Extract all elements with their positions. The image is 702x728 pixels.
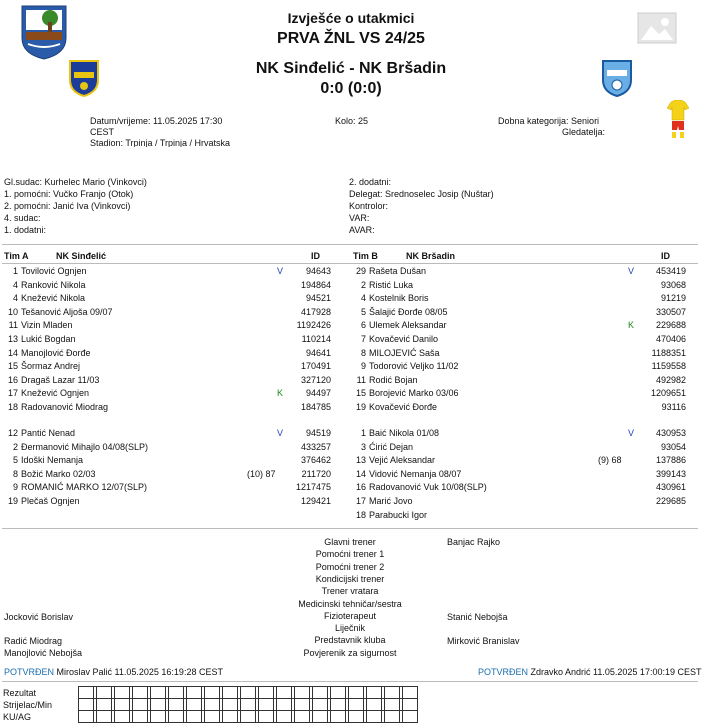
player-name: Pantić Nenad	[21, 428, 76, 438]
player-number: 11	[8, 320, 18, 331]
stats-row-label: KU/AG	[3, 711, 32, 722]
stats-cell	[295, 699, 310, 711]
player-mark: V	[277, 266, 284, 276]
stats-cell	[187, 711, 202, 723]
stats-cell	[205, 711, 220, 723]
player-row	[0, 495, 80, 508]
player-name: Plečaš Ognjen	[21, 496, 80, 506]
player-row	[0, 333, 76, 346]
stats-cell	[349, 687, 364, 699]
official-line: Delegat: Srednoselec Josip (Nuštar)	[349, 189, 494, 199]
player-number: 11	[356, 374, 366, 385]
player-id: 93054	[660, 441, 686, 452]
stats-cell	[79, 687, 94, 699]
player-id: 492982	[655, 374, 686, 385]
stats-cell	[223, 711, 238, 723]
player-name: Radovanović Miodrag	[21, 402, 109, 412]
stats-cell	[241, 699, 256, 711]
player-name: Ranković Nikola	[21, 279, 86, 290]
stats-cell	[295, 711, 310, 723]
player-name: Ristić Luka	[369, 279, 414, 290]
match-timezone: CEST	[90, 127, 115, 137]
player-id: 376462	[300, 455, 331, 466]
staff-role-label: Predstavnik kluba	[314, 635, 386, 646]
player-row	[0, 454, 83, 467]
confirmed-label-b: POTVRĐEN	[478, 667, 529, 677]
stats-cell	[169, 687, 184, 699]
official-line: 1. dodatni:	[4, 225, 47, 235]
player-number: 4	[12, 279, 18, 290]
player-number: 10	[7, 306, 18, 317]
player-id: 129421	[300, 496, 331, 506]
player-row	[0, 441, 148, 454]
stats-cell	[223, 699, 238, 711]
player-number: 15	[355, 388, 366, 399]
player-id: 229685	[655, 496, 686, 506]
player-id: 93116	[661, 402, 686, 412]
player-number: 8	[12, 468, 18, 479]
match-datetime: Datum/vrijeme: 11.05.2025 17:30	[90, 116, 223, 126]
player-name: Vidović Nemanja 08/07	[369, 468, 462, 479]
player-row	[348, 401, 437, 414]
player-row	[0, 306, 113, 319]
player-name: Vejić Aleksandar	[369, 455, 436, 466]
stats-cell	[79, 699, 94, 711]
match-round: Kolo: 25	[335, 116, 369, 126]
official-line: Kontrolor:	[349, 201, 389, 211]
player-mark: V	[628, 428, 635, 438]
player-mark: K	[277, 388, 284, 399]
player-number: 14	[7, 347, 18, 358]
player-name: Parabucki Igor	[369, 509, 428, 520]
match-stadium: Stadion: Trpinja / Trpinja / Hrvatska	[90, 138, 231, 147]
player-number: 5	[12, 455, 18, 466]
stats-cell	[187, 699, 202, 711]
player-id: 94497	[305, 388, 331, 399]
player-row	[348, 374, 418, 387]
player-name: Vizin Mladen	[21, 320, 73, 331]
player-number: 2	[12, 441, 18, 452]
player-row	[348, 468, 461, 481]
team-b-id-header: ID	[661, 251, 670, 261]
player-name: Radovanović Vuk 10/08(SLP)	[369, 482, 487, 493]
player-id: 399143	[655, 468, 686, 479]
player-number: 2	[360, 279, 366, 290]
match-title: NK Sinđelić - NK Bršadin	[255, 60, 447, 77]
player-row	[348, 441, 413, 454]
player-row	[0, 279, 86, 292]
player-row	[348, 454, 435, 467]
stats-cell	[331, 699, 346, 711]
player-name: Manojlović Đorđe	[21, 347, 91, 358]
stats-cell	[133, 711, 148, 723]
player-number: 7	[360, 334, 366, 344]
player-mark: (9) 68	[598, 455, 622, 466]
player-id: 94641	[305, 347, 331, 358]
player-row	[0, 360, 80, 373]
official-line: 4. sudac:	[4, 213, 41, 223]
player-name: Božić Marko 02/03	[21, 468, 96, 479]
stats-cell	[367, 687, 382, 699]
staff-role-label: Fizioterapeut	[323, 610, 377, 621]
player-id: 417928	[300, 306, 331, 317]
player-number: 16	[355, 482, 366, 493]
team-a-id-header: ID	[311, 251, 320, 261]
player-row	[0, 427, 75, 440]
stats-cell	[277, 687, 292, 699]
player-mark: K	[628, 320, 635, 331]
player-row	[348, 333, 438, 346]
player-id: 137886	[655, 455, 686, 466]
stats-cell	[205, 687, 220, 699]
player-number: 14	[355, 468, 366, 479]
official-line: 1. pomoćni: Vučko Franjo (Otok)	[4, 189, 134, 199]
staff-role-label: Kondicijski trener	[315, 573, 385, 584]
divider	[2, 528, 698, 529]
player-name: Knežević Nikola	[21, 293, 86, 304]
player-name: Tešanović Aljoša 09/07	[21, 306, 113, 317]
player-name: Šormaz Andrej	[21, 361, 81, 372]
player-id: 1188351	[651, 347, 686, 358]
player-row	[0, 347, 91, 360]
team-a-name: NK Sinđelić	[56, 251, 107, 261]
player-row	[348, 306, 448, 319]
player-row	[0, 468, 96, 481]
player-mark: V	[277, 428, 284, 438]
player-name: Knežević Ognjen	[21, 388, 90, 399]
player-id: 194864	[300, 279, 331, 290]
staff-head-coach-b: Banjac Rajko	[447, 537, 501, 547]
staff-role-label: Liječnik	[334, 623, 365, 634]
player-number: 17	[7, 388, 18, 399]
stats-cell	[205, 699, 220, 711]
player-row	[0, 401, 108, 414]
player-number: 3	[360, 441, 366, 452]
confirmed-label-a: POTVRĐEN	[4, 667, 55, 677]
divider	[2, 681, 698, 682]
stats-cell	[223, 687, 238, 699]
player-row	[0, 481, 147, 494]
player-id: 94521	[305, 293, 331, 304]
staff-role-label: Povjerenik za sigurnost	[303, 647, 397, 658]
player-row	[348, 279, 413, 292]
player-name: Đermanović Mihajlo 04/08(SLP)	[21, 441, 149, 452]
staff-physio-b: Stanić Nebojša	[447, 612, 508, 622]
stats-cell	[331, 711, 346, 723]
player-number: 17	[355, 496, 366, 506]
stats-cell	[115, 711, 130, 723]
player-row	[348, 387, 459, 400]
player-row	[0, 292, 85, 305]
player-row	[0, 319, 72, 332]
player-id: 430961	[655, 482, 686, 493]
player-id: 453419	[655, 266, 686, 276]
official-line: AVAR:	[349, 225, 375, 235]
player-number: 19	[7, 496, 18, 506]
player-name: Ćirić Dejan	[369, 441, 414, 452]
player-name: Rašeta Dušan	[369, 266, 427, 276]
player-name: Dragaš Lazar 11/03	[21, 374, 100, 385]
stats-cell	[115, 687, 130, 699]
player-id: 430953	[655, 428, 686, 438]
official-line: 2. pomoćni: Janić Iva (Vinkovci)	[4, 201, 131, 211]
player-number: 13	[7, 334, 18, 344]
player-name: ROMANIĆ MARKO 12/07(SLP)	[21, 482, 148, 493]
competition-title: PRVA ŽNL VS 24/25	[277, 30, 425, 47]
stats-cell	[97, 711, 112, 723]
team-b-label: Tim B	[353, 251, 378, 261]
player-name: Todorović Veljko 11/02	[369, 361, 459, 372]
official-line: 2. dodatni:	[349, 177, 392, 187]
player-name: Idoški Nemanja	[21, 455, 84, 466]
report-title: Izvješće o utakmici	[287, 10, 415, 26]
divider	[2, 263, 698, 264]
stats-cell	[295, 687, 310, 699]
stats-cell	[115, 699, 130, 711]
official-line: VAR:	[349, 213, 370, 223]
player-number: 13	[355, 455, 366, 466]
player-number: 5	[360, 306, 366, 317]
player-number: 8	[360, 347, 366, 358]
stats-cell	[277, 699, 292, 711]
divider	[2, 244, 698, 245]
player-id: 1192426	[296, 320, 331, 331]
player-row	[348, 509, 427, 522]
player-mark: (10) 87	[247, 468, 276, 479]
player-number: 9	[12, 482, 18, 493]
staff-role-label: Pomoćni trener 2	[315, 561, 385, 572]
confirmed-text-a: Miroslav Palić 11.05.2025 16:19:28 CEST	[56, 667, 223, 677]
player-number: 9	[360, 361, 366, 372]
stats-cell	[151, 699, 166, 711]
player-name: Tovilović Ognjen	[21, 266, 87, 276]
stats-cell	[367, 711, 382, 723]
staff-role-label: Trener vratara	[321, 586, 379, 597]
player-name: Šalajić Đorđe 08/05	[369, 306, 448, 317]
player-id: 94519	[305, 428, 331, 438]
player-number: 16	[7, 374, 18, 385]
player-name: Kovačević Danilo	[369, 334, 439, 344]
stats-grid	[2, 686, 418, 723]
stats-cell	[385, 687, 400, 699]
player-name: Rodić Bojan	[369, 374, 418, 385]
stats-cell	[331, 687, 346, 699]
stats-cell	[169, 699, 184, 711]
player-number: 19	[355, 402, 366, 412]
confirmation-a	[4, 667, 223, 677]
staff-rep-b: Mirković Branislav	[447, 636, 520, 646]
age-category: Dobna kategorija: Seniori	[498, 116, 600, 126]
player-name: Borojević Marko 03/06	[369, 388, 459, 399]
player-id: 211720	[301, 468, 331, 479]
player-id: 229688	[655, 320, 686, 331]
stats-cell	[79, 711, 94, 723]
player-id: 170491	[300, 361, 331, 372]
stats-cell	[313, 699, 328, 711]
stats-cell	[133, 699, 148, 711]
player-id: 330507	[655, 306, 686, 317]
stats-cell	[241, 687, 256, 699]
player-name: Marić Jovo	[369, 496, 413, 506]
stats-cell	[403, 711, 418, 723]
team-a-label: Tim A	[4, 251, 29, 261]
player-id: 94643	[305, 266, 331, 276]
player-row	[348, 495, 413, 508]
player-row	[0, 374, 99, 387]
stats-cell	[259, 687, 274, 699]
stats-cell	[349, 699, 364, 711]
staff-role-label: Pomoćni trener 1	[315, 549, 385, 560]
stats-cell	[97, 687, 112, 699]
player-number: 4	[360, 293, 366, 304]
spectators: Gledatelja:	[562, 127, 606, 137]
stats-cell	[385, 699, 400, 711]
player-id: 433257	[300, 441, 331, 452]
player-number: 4	[12, 293, 18, 304]
player-row	[348, 265, 426, 278]
staff-role-label: Glavni trener	[324, 537, 376, 547]
stats-cell	[133, 687, 148, 699]
player-id: 470406	[655, 334, 686, 344]
team-kit-icon	[667, 100, 689, 140]
stats-cell	[259, 711, 274, 723]
player-row	[348, 360, 458, 373]
stats-cell	[349, 711, 364, 723]
player-number: 18	[355, 509, 366, 520]
player-id: 327120	[300, 374, 331, 385]
player-name: Ulemek Aleksandar	[369, 320, 447, 331]
stats-cell	[313, 687, 328, 699]
player-number: 12	[7, 428, 18, 438]
stats-row-label: Rezultat	[3, 687, 37, 698]
player-number: 29	[355, 266, 366, 276]
stats-cell	[277, 711, 292, 723]
player-id: 93068	[660, 279, 686, 290]
player-row	[348, 347, 440, 360]
player-id: 1159558	[651, 361, 686, 372]
stats-row-label: Strijelac/Min	[3, 699, 53, 710]
stats-cell	[187, 687, 202, 699]
player-number: 1	[12, 266, 18, 276]
player-row	[0, 387, 89, 400]
player-number: 15	[7, 361, 18, 372]
stats-cell	[169, 711, 184, 723]
confirmed-text-b: Zdravko Andrić 11.05.2025 17:00:19 CEST	[530, 667, 702, 677]
player-id: 184785	[300, 402, 331, 412]
stats-cell	[385, 711, 400, 723]
stats-cell	[259, 699, 274, 711]
stats-cell	[313, 711, 328, 723]
player-id: 91219	[660, 293, 686, 304]
player-number: 1	[360, 428, 366, 438]
stats-cell	[151, 687, 166, 699]
player-id: 1209651	[650, 388, 686, 399]
player-name: Kovačević Đorđe	[369, 402, 438, 412]
player-id: 110214	[301, 334, 331, 344]
stats-cell	[367, 699, 382, 711]
player-row	[348, 481, 487, 494]
staff-role-label: Medicinski tehničar/sestra	[298, 598, 402, 609]
player-name: MILOJEVIĆ Saša	[369, 347, 440, 358]
player-row	[0, 265, 87, 278]
player-number: 6	[360, 320, 366, 331]
stats-cell	[403, 699, 418, 711]
staff-physio-a: Jocković Borislav	[4, 612, 74, 622]
player-row	[348, 292, 429, 305]
player-row	[348, 319, 447, 332]
player-name: Kostelnik Boris	[369, 293, 429, 304]
stats-cell	[403, 687, 418, 699]
stats-cell	[241, 711, 256, 723]
team-b-name: NK Bršadin	[406, 251, 456, 261]
player-row	[348, 427, 439, 440]
staff-security-a: Manojlović Nebojša	[4, 648, 83, 658]
confirmation-b	[478, 667, 701, 677]
match-score: 0:0 (0:0)	[320, 80, 382, 97]
stats-cell	[97, 699, 112, 711]
player-name: Lukić Bogdan	[21, 334, 76, 344]
player-number: 18	[7, 402, 18, 412]
stats-cell	[151, 711, 166, 723]
player-name: Baić Nikola 01/08	[369, 428, 440, 438]
player-id: 1217475	[295, 482, 331, 493]
official-line: Gl.sudac: Kurhelec Mario (Vinkovci)	[4, 177, 147, 187]
player-mark: V	[628, 266, 635, 276]
staff-rep-a: Radić Miodrag	[4, 636, 63, 646]
